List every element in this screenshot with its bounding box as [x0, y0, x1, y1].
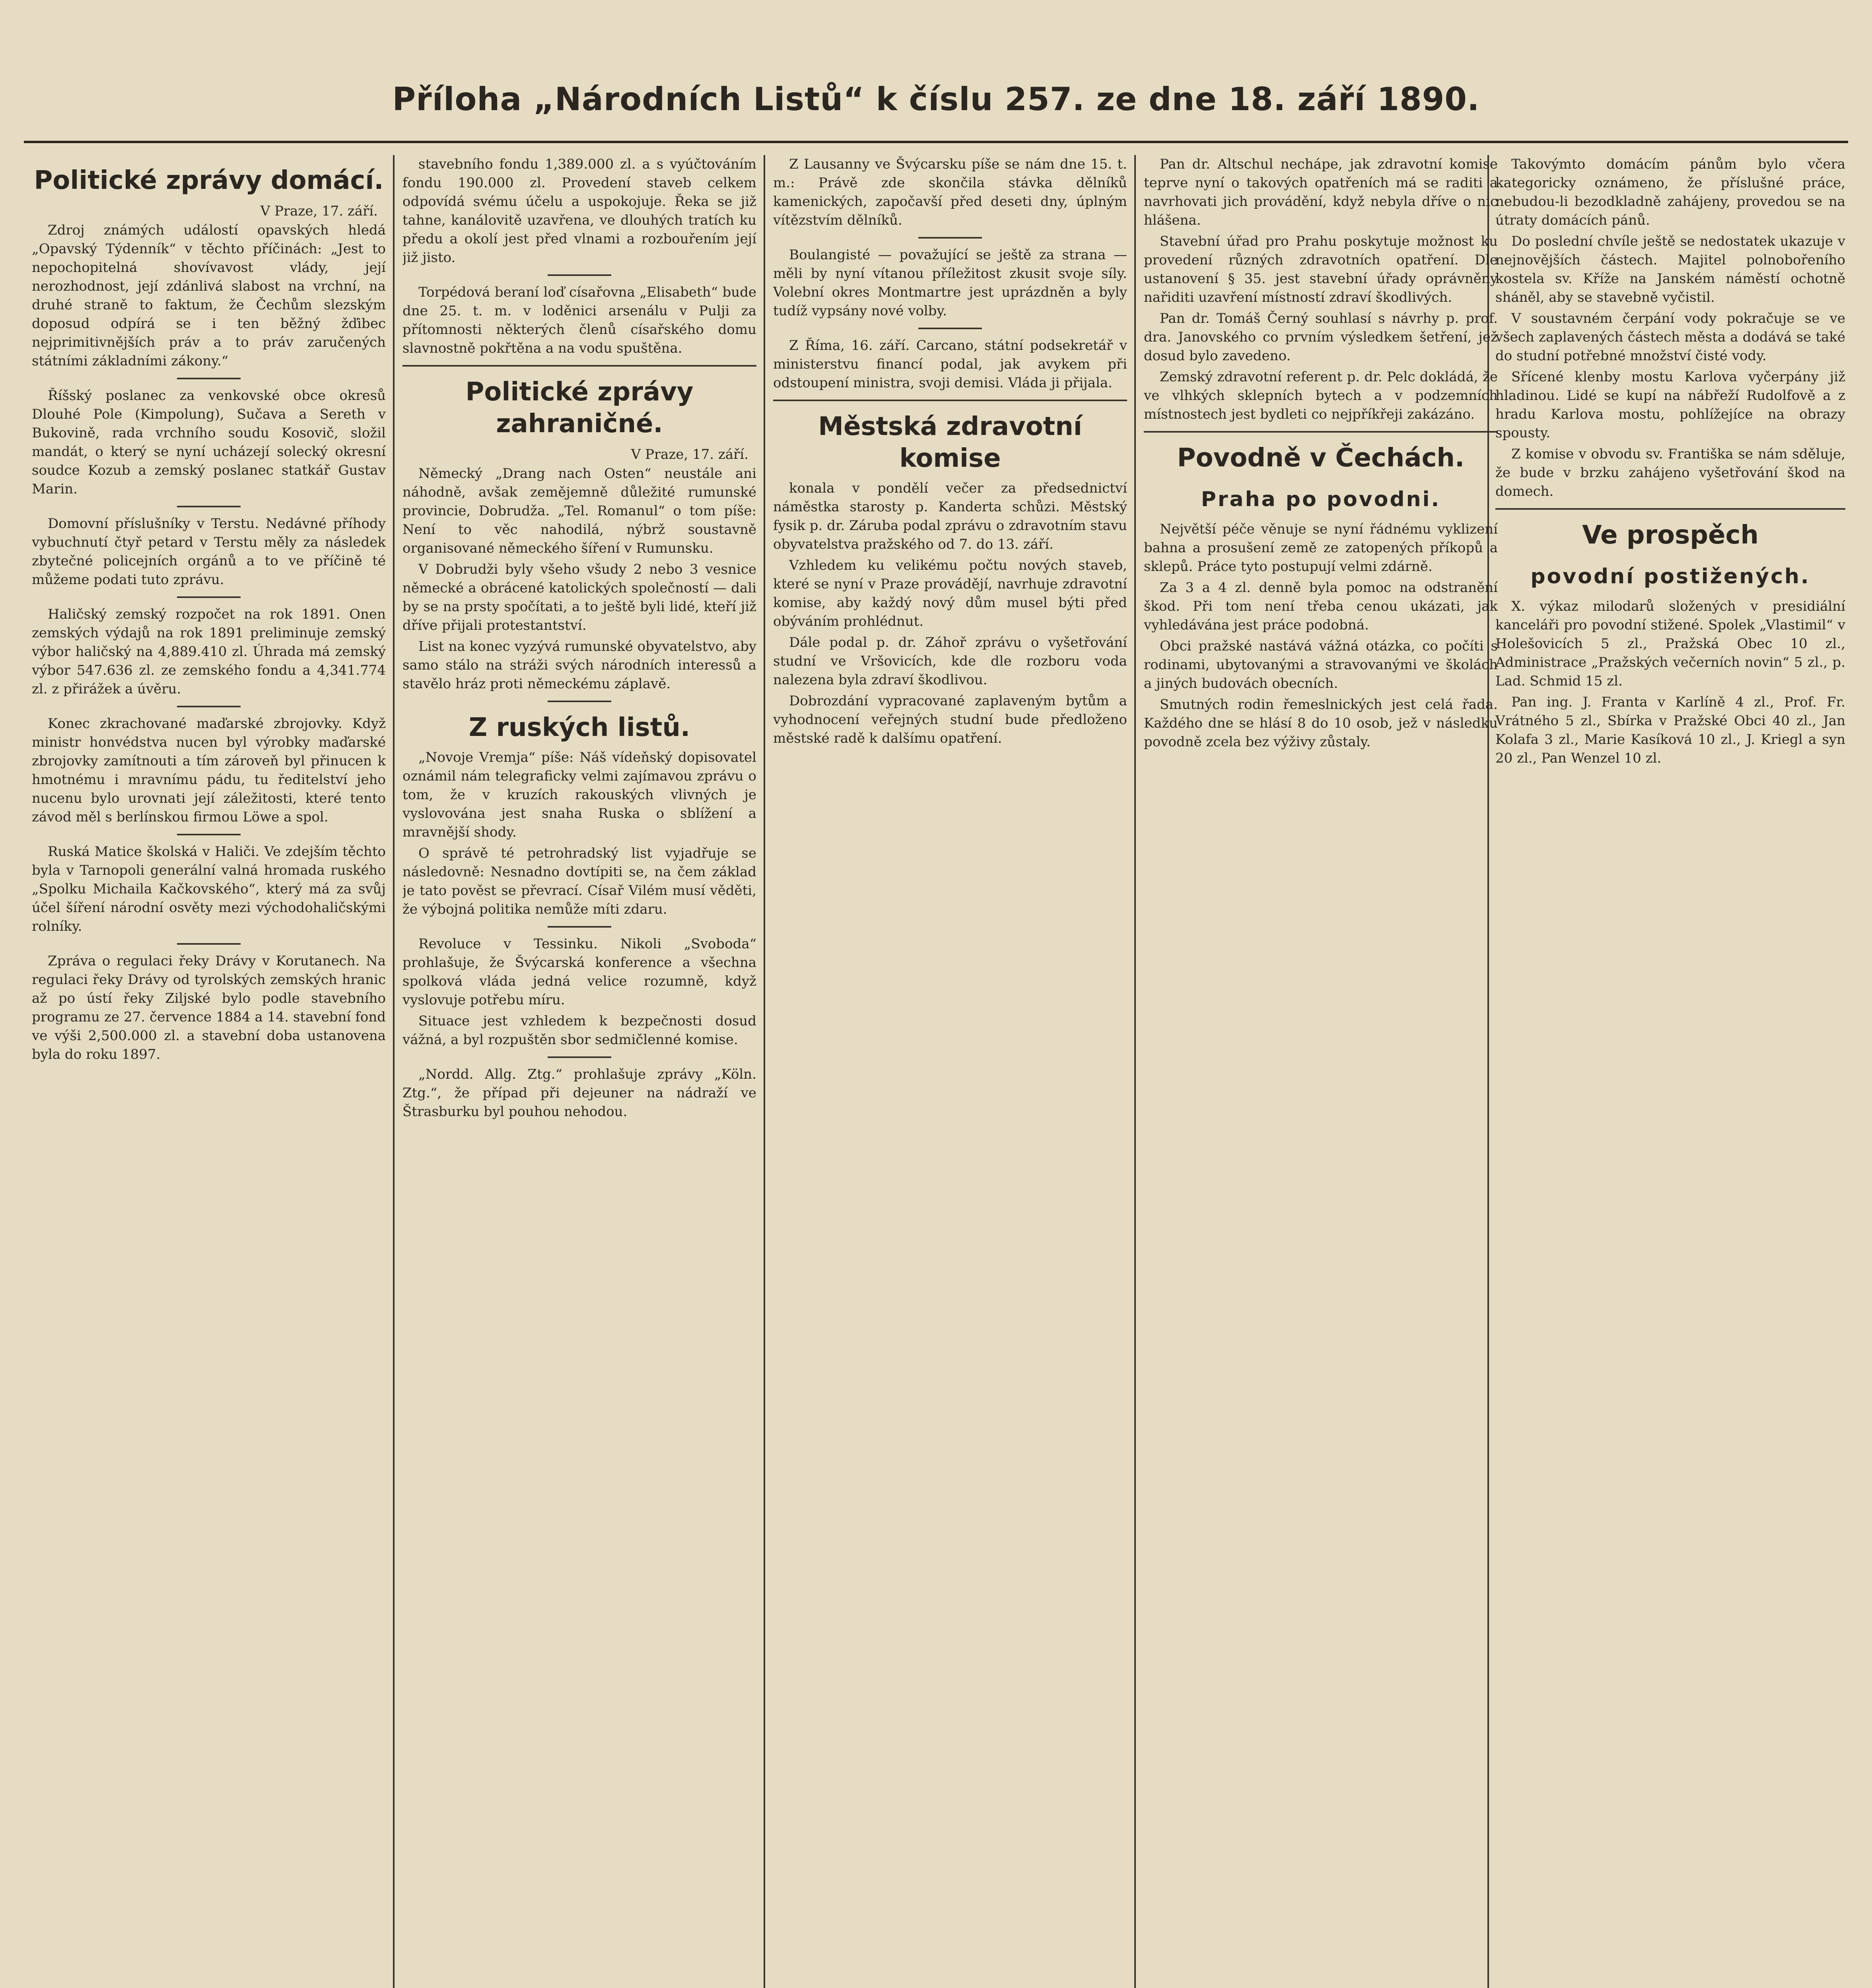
- article-paragraph: Dále podal p. dr. Záhoř zprávu o vyšetřování studní ve Vršovicích, kde dle rozboru voda nalezena byla zdraví škodlivou.: [773, 635, 1127, 688]
- separator: [918, 237, 982, 239]
- article-paragraph: O správě té petrohradský list vyjadřuje se následovně: Nesnadno dovtípiti se, na čem základ je tato pověst se převrací. Císař Vilém musí věděti, že výbojná politika nemůže míti zdaru.: [402, 845, 756, 917]
- separator: [177, 596, 241, 598]
- article-paragraph: Německý „Drang nach Osten“ neustále ani náhodně, avšak zemějemně důležité rumunské provincie, Dobrudža. „Tel. Romanul“ o tom píše: Není to věc nahodilá, nýbrž soustavně organisované německého šíření v Rumunsku.: [402, 466, 756, 556]
- masthead: [24, 76, 1848, 143]
- article-paragraph: Torpédová beraní loď císařovna „Elisabeth“ bude dne 25. t. m. v loděnici arsenálu v Pulji za přítomnosti některých členů císařského domu slavnostně pokřtěna a na vodu spuštěna.: [402, 284, 756, 356]
- article-paragraph: V soustavném čerpání vody pokračuje se ve všech zaplavených částech města a dodává se také do studní potřebné množství čisté vody.: [1495, 311, 1845, 364]
- relief-subheading: povodní postižených.: [1530, 565, 1810, 588]
- dateline: V Praze, 17. září.: [260, 203, 378, 219]
- article-paragraph: Vzhledem ku velikému počtu nových staveb, které se nyní v Praze provádějí, navrhuje zdravotní komise, aby každý nový dům musel býti před obýváním prohlédnut.: [773, 557, 1127, 629]
- article-paragraph: Z Říma, 16. září. Carcano, státní podsekretář v ministerstvu financí podal, jak avykem při odstoupení ministra, svoji demisi. Vláda ji přijala.: [773, 338, 1127, 391]
- separator: [548, 1056, 611, 1058]
- section-rule: [1495, 508, 1845, 510]
- article-paragraph: Pan dr. Tomáš Černý souhlasí s návrhy p. prof. dra. Janovského co prvním výsledkem šetření, jež dosud bylo zavedeno.: [1144, 311, 1498, 364]
- article-paragraph: Stavební úřad pro Prahu poskytuje možnost ku provedení různých zdravotních opatření. Dle ustanovení § 35. jest stavební úřady oprávněny nařiditi uzavření místností zdraví škodlivých.: [1144, 233, 1498, 305]
- article-paragraph: konala v pondělí večer za předsednictví náměstka starosty p. Kanderta schůzi. Městský fysik p. dr. Záruba podal zprávu o zdravotním stavu obyvatelstva pražského od 7. do 13. září.: [773, 480, 1127, 552]
- health-commission-heading: Městská zdravotní komise: [818, 412, 1082, 473]
- column-rule: [764, 155, 765, 1988]
- article-paragraph: Z Lausanny ve Švýcarsku píše se nám dne 15. t. m.: Právě zde skončila stávka dělníků kamenických, započavší před deseti dny, úplným vítězstvím dělníků.: [773, 156, 1127, 228]
- article-paragraph: Z komise v obvodu sv. Františka se nám sděluje, že bude v brzku zahájeno vyšetřování škod na domech.: [1495, 446, 1845, 499]
- column-rule: [1134, 155, 1136, 1988]
- separator: [177, 506, 241, 507]
- article-paragraph: Haličský zemský rozpočet na rok 1891. Onen zemských výdajů na rok 1891 preliminuje zemský výbor haličský na 4,889.410 zl. Úhrada má zemský výbor 547.636 zl. ze zemského fondu a 4,341.774 zl. z přirážek a úvěru.: [32, 606, 386, 697]
- article-paragraph: „Novoje Vremja“ píše: Náš vídeňský dopisovatel oznámil nám telegraficky velmi zajímavou zprávu o tom, že v kruzích rakouských vlivných je vyslovována jest snaha Ruska o sblížení a mravnější shody.: [402, 749, 756, 840]
- column-5: [1495, 155, 1845, 1988]
- article-paragraph: Smutných rodin řemeslnických jest celá řada. Každého dne se hlásí 8 do 10 osob, jež v následku povodně zcela bez výživy zůstaly.: [1144, 697, 1498, 750]
- article-paragraph: Revoluce v Tessinku. Nikoli „Svoboda“ prohlašuje, že Švýcarská konference a všechna spolková vláda jedná velice rozumně, když vyslovuje potřebu míru.: [402, 936, 756, 1008]
- column-rule: [393, 155, 395, 1988]
- article-paragraph: Boulangisté — považující se ještě za strana — měli by nyní vítanou příležitost zkusit svoje síly. Volební okres Montmartre jest uprázdněn a byly tudíž vypsány nové volby.: [773, 247, 1127, 319]
- article-paragraph: Situace jest vzhledem k bezpečnosti dosud vážná, a byl rozpuštěn sbor sedmičlenné komise.: [402, 1013, 756, 1048]
- article-paragraph: Ruská Matice školská v Haliči. Ve zdejším těchto byla v Tarnopoli generální valná hromada ruského „Spolku Michaila Kačkovského“, který má za svůj účel šíření národní osvěty mezi východohaličskými rolníky.: [32, 844, 386, 934]
- article-paragraph: Zemský zdravotní referent p. dr. Pelc dokládá, že ve vlhkých sklepních bytech a v podzemních místnostech jest bydleti co nejpříkřeji zakázáno.: [1144, 369, 1498, 422]
- article-paragraph: Zdroj známých událostí opavských hledá „Opavský Týdenník“ v těchto příčinách: „Jest to nepochopitelná shovívavost vlády, její nerozhodnost, její zdánlivá slabost na vrchní, na druhé straně to faktum, že Čechům slezským doposud odpírá se i ten běžný žďibec nejprimitivnějších práv a to práv zaručených státními základními zákony.“: [32, 222, 386, 369]
- section-rule: [402, 365, 756, 367]
- article-paragraph: Do poslední chvíle ještě se nedostatek ukazuje v nejnovějších částech. Majitel polnobořeního kostela sv. Kříže na Janském náměstí ochotně sháněl, aby se stavebně vyčistil.: [1495, 233, 1845, 305]
- separator: [918, 328, 982, 329]
- article-paragraph: V Dobrudži byly všeho všudy 2 nebo 3 vesnice německé a obrácené katolických společností — dali by se na prsty spočítati, a to ještě byli lidé, kteří již dříve přijali protestantství.: [402, 561, 756, 633]
- column-3: [773, 155, 1127, 1988]
- article-paragraph: Největší péče věnuje se nyní řádnému vyklizení bahna a prosušení země ze zatopených příkopů a sklepů. Práce tyto postupují velmi zdárně.: [1144, 521, 1498, 575]
- masthead-title: Příloha „Národních Listů“ k číslu 257. ze dne 18. září 1890.: [392, 81, 1480, 118]
- masthead-rule: [24, 141, 1848, 143]
- section-rule: [1144, 431, 1498, 433]
- column-4: [1144, 155, 1498, 1988]
- article-paragraph: Dobrozdání vypracované zaplaveným bytům a vyhodnocení veřejných studní bude předloženo městské radě k dalšímu opatření.: [773, 693, 1127, 746]
- section-rule: [773, 400, 1127, 401]
- separator: [177, 706, 241, 707]
- relief-heading: Ve prospěch: [1582, 520, 1759, 550]
- separator: [548, 274, 611, 276]
- column-2: [402, 155, 756, 1988]
- separator: [177, 943, 241, 945]
- separator: [548, 701, 611, 702]
- separator: [177, 834, 241, 835]
- article-paragraph: „Nordd. Allg. Ztg.“ prohlašuje zprávy „Köln. Ztg.“, že případ při dejeuner na nádraží ve Štrasburku byl pouhou nehodou.: [402, 1066, 756, 1120]
- article-paragraph: Konec zkrachované maďarské zbrojovky. Když ministr honvédstva nucen byl výrobky maďarské zbrojovky zamítnouti a tím zároveň byl přinucen k hmotnému i mravnímu pádu, tu ředitelství jeho nucenu bylo urovnati její záležitosti, které tento závod měl s berlínskou firmou Löwe a spol.: [32, 716, 386, 825]
- article-paragraph: List na konec vyzývá rumunské obyvatelstvo, aby samo stálo na stráži svých národních interessů a stavělo hráz proti německému záplavě.: [402, 639, 756, 692]
- floods-subheading: Praha po povodni.: [1201, 487, 1441, 511]
- article-paragraph: Pan dr. Altschul nechápe, jak zdravotní komise teprve nyní o takových opatřeních má se raditi a navrhovati jich provádění, když nebyla dříve o nic hlášena.: [1144, 156, 1498, 228]
- dateline: V Praze, 17. září.: [631, 447, 748, 462]
- article-paragraph: Domovní příslušníky v Terstu. Nedávné příhody vybuchnutí čtyř petard v Terstu měly za následek zbytečné policejních orgánů a to ve příčině té můžeme podati tuto zprávu.: [32, 516, 386, 588]
- column-1: [32, 155, 386, 1988]
- separator: [177, 378, 241, 379]
- separator: [548, 926, 611, 928]
- foreign-news-heading: Politické zprávy zahraničné.: [465, 377, 694, 439]
- domestic-news-heading: Politické zprávy domácí.: [34, 166, 384, 195]
- article-paragraph: Říšský poslanec za venkovské obce okresů Dlouhé Pole (Kimpolung), Sučava a Sereth v Bukovině, rada vrchního soudu Kosovič, složil mandát, o který se nyní ucházejí solecký okresní soudce Kozub a zemský poslanec statkář Gustav Marin.: [32, 388, 386, 497]
- article-paragraph: Pan ing. J. Franta v Karlíně 4 zl., Prof. Fr. Vrátného 5 zl., Sbírka v Pražské Obci 40 zl., Jan Kolafa 3 zl., Marie Kasíková 10 zl., J. Kriegl a syn 20 zl., Pan Wenzel 10 zl.: [1495, 694, 1845, 766]
- article-paragraph: Zpráva o regulaci řeky Drávy v Korutanech. Na regulaci řeky Drávy od tyrolských zemských hranic až po ústí řeky Ziljské bylo podle stavebního programu ze 27. července 1884 a 14. stavební fond ve výši 2,500.000 zl. a stavební doba ustanovena byla do roku 1897.: [32, 953, 386, 1062]
- article-paragraph: Obci pražské nastává vážná otázka, co počíti s rodinami, ubytovanými a stravovanými ve školách a jiných budovách obecních.: [1144, 638, 1498, 691]
- article-paragraph: X. výkaz milodarů složených v presidiální kanceláři pro povodní stižené. Spolek „Vlastimil“ v Holešovicích 5 zl., Pražská Obec 10 zl., Administrace „Pražských večerních novin“ 5 zl., p. Lad. Schmid 15 zl.: [1495, 598, 1845, 689]
- article-paragraph: Za 3 a 4 zl. denně byla pomoc na odstranění škod. Při tom není třeba cenou ukázati, jak vyhledávána jest práce podobná.: [1144, 580, 1498, 633]
- article-paragraph: stavebního fondu 1,389.000 zl. a s vyúčtováním fondu 190.000 zl. Provedení staveb celkem odpovídá svému účelu a uspokojuje. Řeka se již tahne, kanálovitě uzavřena, ve dlouhých tratích ku předu a okolí jest před vlnami a rozbouřením její již jisto.: [402, 156, 756, 266]
- article-paragraph: Sřícené klenby mostu Karlova vyčerpány již hladinou. Lidé se kupí na nábřeží Rudolfově a z hradu Karlova mostu, pohlížejíce na obrazy spousty.: [1495, 369, 1845, 441]
- floods-heading: Povodně v Čechách.: [1177, 443, 1465, 473]
- article-paragraph: Takovýmto domácím pánům bylo včera kategoricky oznámeno, že příslušné práce, nebudou-li bezodkladně zahájeny, provedou se na útraty domácích pánů.: [1495, 156, 1845, 228]
- russian-papers-heading: Z ruských listů.: [468, 713, 690, 742]
